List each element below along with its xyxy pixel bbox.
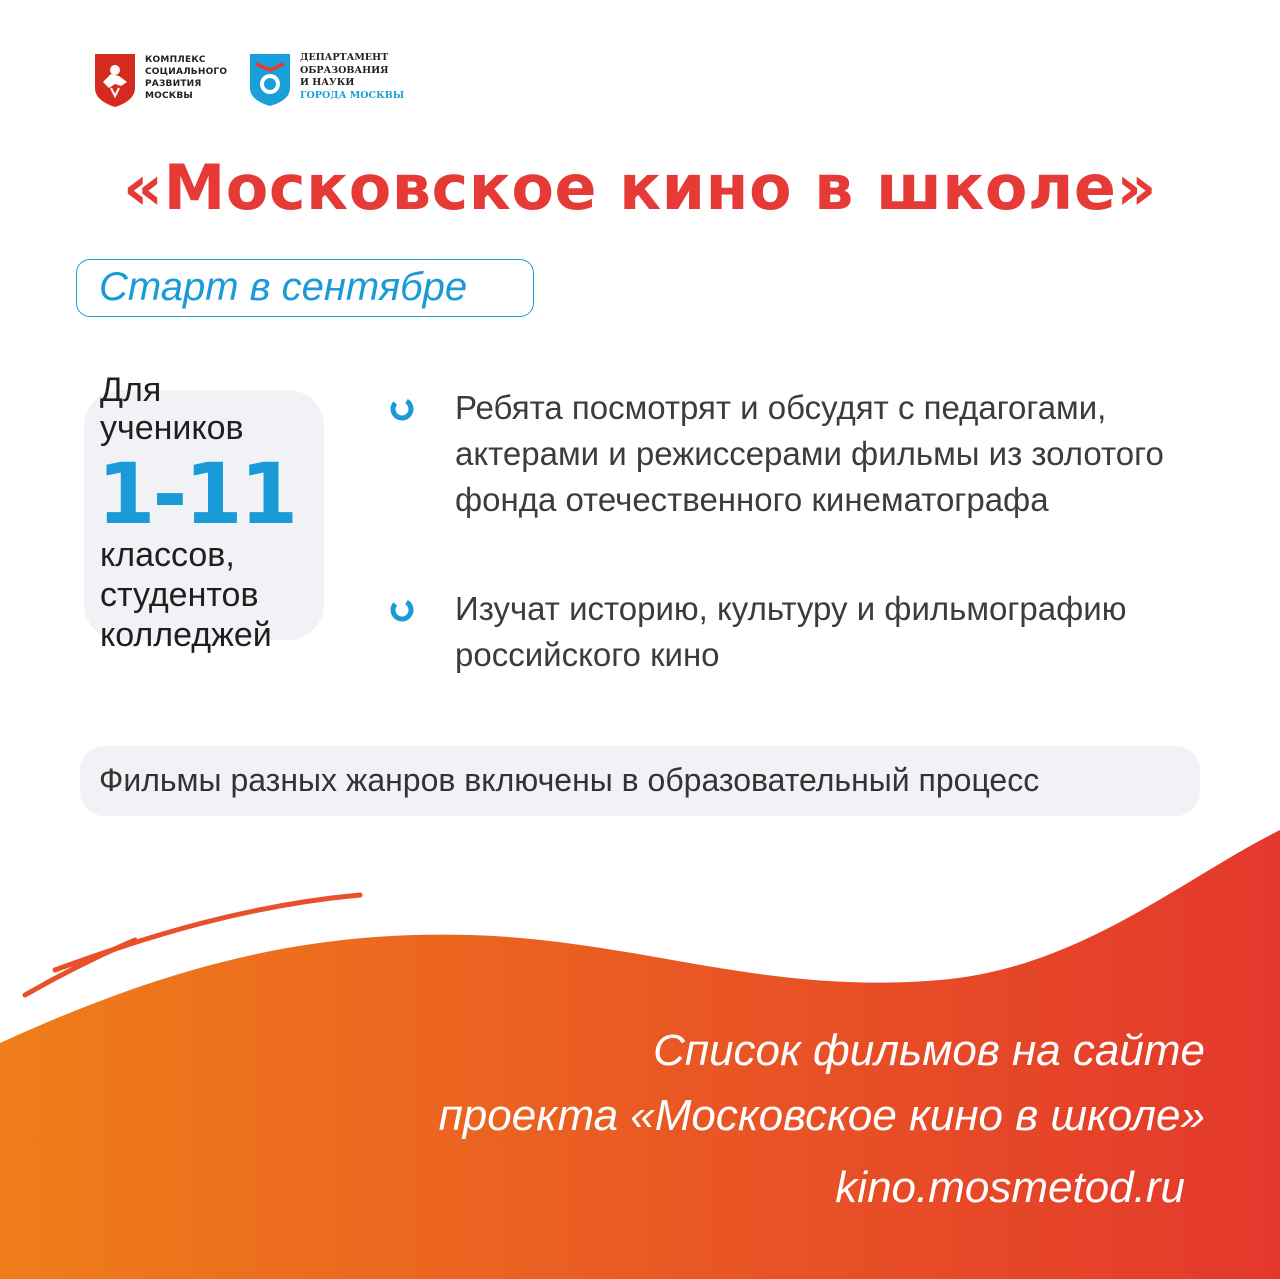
start-date-badge xyxy=(76,259,534,317)
bullet-line: Изучат историю, культуру и фильмографию xyxy=(455,590,1127,627)
circle-arrow-bullet-icon xyxy=(389,597,415,623)
logo-complex-line: КОМПЛЕКС xyxy=(145,55,206,65)
audience-line: студентов xyxy=(100,576,259,614)
start-date-label: Старт в сентябре xyxy=(99,265,468,309)
bullet-line: российского кино xyxy=(455,636,720,673)
genre-note-banner xyxy=(80,746,1200,816)
circle-arrow-bullet-icon xyxy=(389,396,415,422)
logo-complex-line: РАЗВИТИЯ xyxy=(145,79,202,89)
logo-department-city: ГОРОДА МОСКВЫ xyxy=(300,89,405,101)
bullet-item xyxy=(455,586,1245,678)
footer-line: проекта «Московское кино в школе» xyxy=(438,1091,1205,1140)
education-department-logo xyxy=(248,50,418,110)
bullet-line: фонда отечественного кинематографа xyxy=(455,481,1049,518)
bullet-line: актерами и режиссерами фильмы из золотого xyxy=(455,435,1164,472)
education-emblem-icon xyxy=(248,50,292,106)
bullet-item xyxy=(455,385,1245,523)
logo-department-line: И НАУКИ xyxy=(300,77,355,88)
moscow-complex-logo xyxy=(93,52,243,112)
audience-line: Для xyxy=(100,371,162,409)
logo-complex-line: МОСКВЫ xyxy=(145,91,193,101)
project-site-link[interactable]: kino.mosmetod.ru xyxy=(835,1163,1185,1212)
moscow-coat-of-arms-icon xyxy=(93,52,137,108)
genre-note-text: Фильмы разных жанров включены в образовательный процесс xyxy=(99,762,1040,798)
grade-range: 1-11 xyxy=(97,445,296,543)
page-title: «Московское кино в школе» xyxy=(123,151,1157,224)
logo-department-line: ОБРАЗОВАНИЯ xyxy=(300,64,389,76)
logo-complex-line: СОЦИАЛЬНОГО xyxy=(145,67,228,77)
logo-department-line: ДЕПАРТАМЕНТ xyxy=(300,52,389,63)
footer-line: Список фильмов на сайте xyxy=(653,1026,1205,1075)
audience-line: учеников xyxy=(100,409,244,447)
audience-line: классов, xyxy=(100,536,235,574)
bullet-line: Ребята посмотрят и обсудят с педагогами, xyxy=(455,389,1107,426)
audience-line: колледжей xyxy=(100,616,272,654)
